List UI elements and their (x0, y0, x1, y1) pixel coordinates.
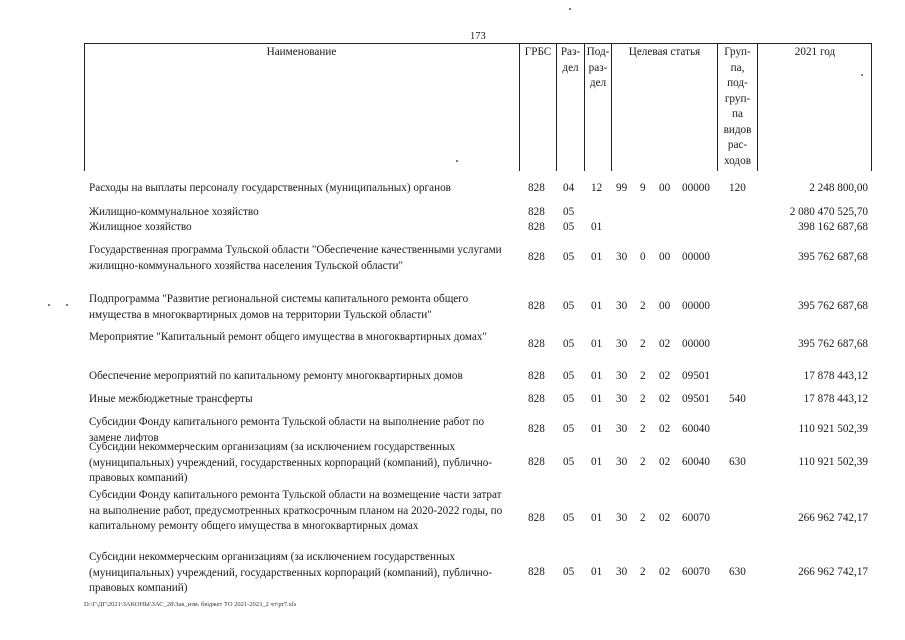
row-cs4: 60040 (682, 423, 710, 435)
row-rz: 05 (563, 300, 575, 312)
row-cs3: 02 (659, 566, 671, 578)
row-cs3: 02 (659, 393, 671, 405)
header-podrazdel: Под- раз- дел (586, 46, 610, 89)
row-name: Обеспечение мероприятий по капитальному ремонту многоквартирных домов (89, 370, 463, 382)
row-rz: 05 (563, 251, 575, 263)
row-amount: 17 878 443,12 (803, 370, 868, 382)
row-grbs: 828 (528, 221, 545, 233)
row-cs2: 2 (640, 456, 646, 468)
row-cs2: 2 (640, 300, 646, 312)
header-group: Груп- па, под- груп- па видов рас- ходов (723, 46, 752, 167)
row-grbs: 828 (528, 338, 545, 350)
row-cs2: 9 (640, 182, 646, 194)
column-divider (757, 43, 758, 171)
row-name: Жилищно-коммунальное хозяйство (89, 206, 259, 218)
row-cs4: 60070 (682, 566, 710, 578)
row-amount: 398 162 687,68 (798, 221, 868, 233)
row-grbs: 828 (528, 423, 545, 435)
row-cs1: 30 (616, 512, 628, 524)
row-cs2: 0 (640, 251, 646, 263)
row-rz: 05 (563, 456, 575, 468)
scan-speck (48, 304, 50, 306)
row-cs3: 00 (659, 182, 671, 194)
row-pr: 01 (591, 221, 603, 233)
row-cs4: 09501 (682, 393, 710, 405)
column-divider (519, 43, 520, 171)
row-cs4: 00000 (682, 338, 710, 350)
row-grbs: 828 (528, 393, 545, 405)
row-pr: 01 (591, 456, 603, 468)
row-amount: 110 921 502,39 (798, 423, 868, 435)
row-cs4: 00000 (682, 251, 710, 263)
row-cs4: 00000 (682, 300, 710, 312)
row-cs1: 30 (616, 251, 628, 263)
row-amount: 395 762 687,68 (798, 300, 868, 312)
row-pr: 01 (591, 512, 603, 524)
file-path-footer: D:\Г\ДГ\2021\ЗАКОНЫ\ЗАС_28\Зак_изм. бюджет ТО 2021-2023_2 чт\pr7.xls (84, 601, 297, 608)
row-cs2: 2 (640, 370, 646, 382)
row-pr: 01 (591, 370, 603, 382)
row-cs2: 2 (640, 393, 646, 405)
row-cs4: 60040 (682, 456, 710, 468)
row-grbs: 828 (528, 370, 545, 382)
row-grbs: 828 (528, 566, 545, 578)
row-name: Субсидии некоммерческим организациям (за исключением государственных (муниципальных) учреждений, государственных корпораций (компаний), публично-правовых компаний) (89, 551, 493, 594)
row-cs1: 30 (616, 393, 628, 405)
row-amount: 17 878 443,12 (803, 393, 868, 405)
row-rz: 05 (563, 423, 575, 435)
row-vr: 630 (729, 456, 746, 468)
row-cs3: 00 (659, 300, 671, 312)
row-pr: 01 (591, 300, 603, 312)
row-amount: 395 762 687,68 (798, 338, 868, 350)
row-cs2: 2 (640, 338, 646, 350)
row-cs1: 30 (616, 338, 628, 350)
row-name: Субсидии некоммерческим организациям (за исключением государственных (муниципальных) учреждений, государственных корпораций (компаний), публично-правовых компаний) (89, 441, 493, 484)
column-divider (611, 43, 612, 171)
row-name: Расходы на выплаты персоналу государственных (муниципальных) органов (89, 182, 451, 194)
row-rz: 05 (563, 370, 575, 382)
row-cs2: 2 (640, 512, 646, 524)
row-cs1: 99 (616, 182, 628, 194)
row-rz: 05 (563, 338, 575, 350)
row-cs3: 02 (659, 338, 671, 350)
row-grbs: 828 (528, 251, 545, 263)
header-target: Целевая статья (628, 46, 701, 58)
row-cs3: 02 (659, 423, 671, 435)
row-cs4: 60070 (682, 512, 710, 524)
row-cs1: 30 (616, 456, 628, 468)
row-rz: 05 (563, 393, 575, 405)
row-vr: 540 (729, 393, 746, 405)
row-cs4: 09501 (682, 370, 710, 382)
scan-speck (66, 304, 68, 306)
row-grbs: 828 (528, 512, 545, 524)
scan-speck (456, 160, 458, 162)
scan-speck (861, 74, 863, 76)
page-number: 173 (470, 31, 486, 42)
row-name: Субсидии Фонду капитального ремонта Тульской области на возмещение части затрат на выполнение работ, предусмотренных краткосрочным планом на 2020-2022 годы, по капитальному ремонту общего имущества в многоквартирных домах (89, 489, 503, 532)
row-cs1: 30 (616, 370, 628, 382)
row-cs3: 00 (659, 251, 671, 263)
row-cs4: 00000 (682, 182, 710, 194)
row-pr: 01 (591, 423, 603, 435)
row-cs3: 02 (659, 370, 671, 382)
row-pr: 01 (591, 393, 603, 405)
header-name: Наименование (266, 46, 337, 58)
row-pr: 01 (591, 251, 603, 263)
row-name: Иные межбюджетные трансферты (89, 393, 253, 405)
row-grbs: 828 (528, 182, 545, 194)
row-vr: 120 (729, 182, 746, 194)
row-cs1: 30 (616, 423, 628, 435)
row-name: Подпрограмма "Развитие региональной системы капитального ремонта общего имущества в многоквартирных домов на территории Тульской области" (89, 293, 469, 321)
header-year: 2021 год (794, 46, 836, 58)
row-vr: 630 (729, 566, 746, 578)
row-pr: 12 (591, 182, 603, 194)
row-rz: 05 (563, 512, 575, 524)
row-cs1: 30 (616, 566, 628, 578)
row-amount: 2 248 800,00 (809, 182, 868, 194)
row-amount: 266 962 742,17 (798, 566, 868, 578)
row-grbs: 828 (528, 206, 545, 218)
row-amount: 395 762 687,68 (798, 251, 868, 263)
row-pr: 01 (591, 566, 603, 578)
row-cs3: 02 (659, 512, 671, 524)
header-grbs: ГРБС (524, 46, 552, 58)
row-cs3: 02 (659, 456, 671, 468)
row-cs2: 2 (640, 423, 646, 435)
row-rz: 04 (563, 182, 575, 194)
scan-speck (569, 8, 571, 10)
row-rz: 05 (563, 206, 575, 218)
row-pr: 01 (591, 338, 603, 350)
row-name: Субсидии Фонду капитального ремонта Тульской области на выполнение работ по замене лифтов (89, 416, 485, 444)
row-name: Жилищное хозяйство (89, 221, 192, 233)
header-razdel: Раз- дел (560, 46, 581, 74)
row-cs2: 2 (640, 566, 646, 578)
row-rz: 05 (563, 566, 575, 578)
row-grbs: 828 (528, 300, 545, 312)
row-amount: 110 921 502,39 (798, 456, 868, 468)
row-name: Государственная программа Тульской области "Обеспечение качественными услугами жилищно-коммунального хозяйства населения Тульской области" (89, 244, 502, 272)
row-name: Мероприятие "Капитальный ремонт общего имущества в многоквартирных домах" (89, 331, 487, 343)
row-cs1: 30 (616, 300, 628, 312)
row-rz: 05 (563, 221, 575, 233)
row-amount: 2 080 470 525,70 (789, 206, 868, 218)
row-grbs: 828 (528, 456, 545, 468)
row-amount: 266 962 742,17 (798, 512, 868, 524)
